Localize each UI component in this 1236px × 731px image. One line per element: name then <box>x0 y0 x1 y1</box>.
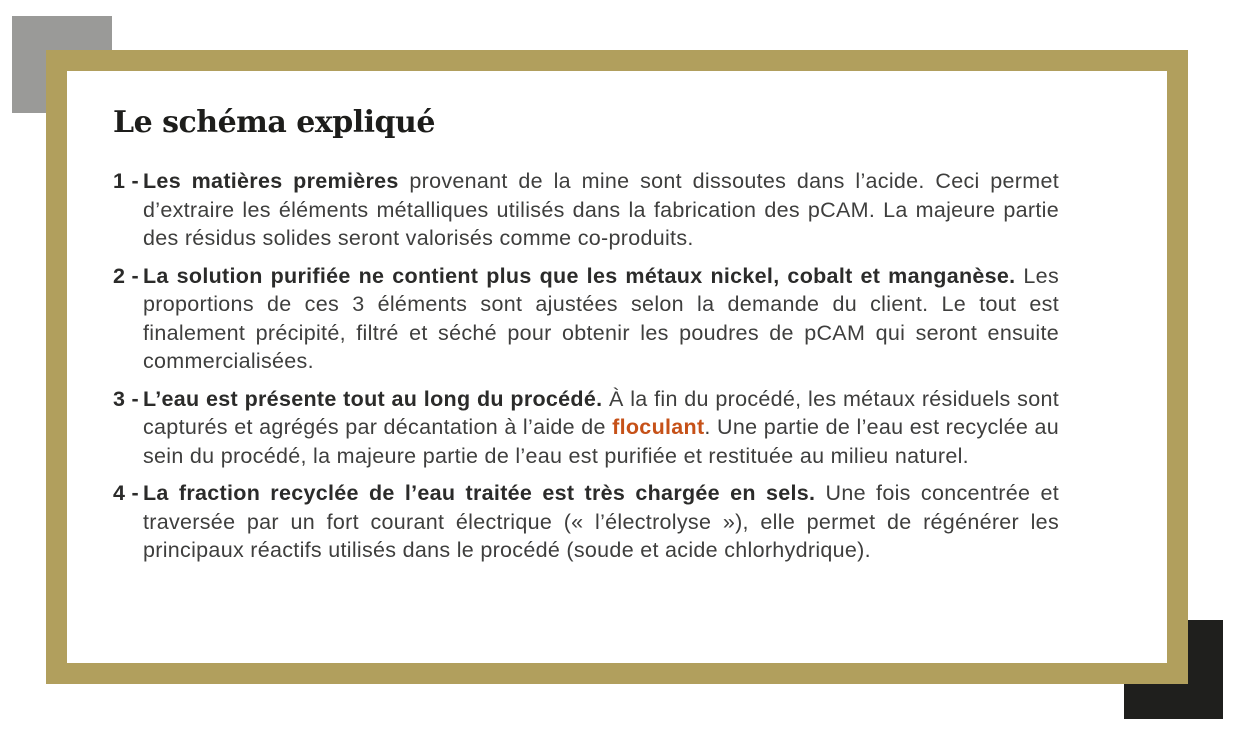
item-body: À la fin du procédé, les métaux résiduels sont capturés et agrégés par décantation à l’aide de <box>143 386 1059 439</box>
floculant-highlight: floculant <box>612 415 705 439</box>
item-number: 1 - <box>113 169 139 193</box>
gold-frame <box>46 50 1188 684</box>
item-lead: La solution purifiée ne contient plus que les métaux nickel, cobalt et manganèse. <box>143 263 1016 288</box>
item-body: provenant de la mine sont dissoutes dans l’acide. Ceci permet d’extraire les éléments métalliques utilisés dans la fabrication des pCAM. La majeure partie des résidus solides seront valorisés comme co-produits. <box>143 169 1059 250</box>
explanation-item-1 <box>113 167 1059 253</box>
page-title: Le schéma expliqué <box>113 105 435 140</box>
item-lead: La fraction recyclée de l’eau traitée est très chargée en sels. <box>143 481 816 505</box>
item-lead: Les matières premières <box>143 169 399 193</box>
item-body: Une fois concentrée et traversée par un fort courant électrique (« l’électrolyse »), elle permet de régénérer les principaux réactifs utilisés dans le procédé (soude et acide chlorhydrique). <box>143 481 1059 562</box>
explanation-item-4 <box>113 479 1059 565</box>
item-number: 2 - <box>113 263 139 288</box>
item-number: 3 - <box>113 386 139 411</box>
item-number: 4 - <box>113 481 139 505</box>
item-lead: L’eau est présente tout au long du procédé. <box>143 386 603 411</box>
explanation-item-2 <box>113 262 1059 376</box>
item-body: . Une partie de l’eau est recyclée au sein du procédé, la majeure partie de l’eau est purifiée et restituée au milieu naturel. <box>143 415 1059 468</box>
content-area <box>67 71 1167 663</box>
item-body: Les proportions de ces 3 éléments sont ajustées selon la demande du client. Le tout est finalement précipité, filtré et séché pour obtenir les poudres de pCAM qui seront ensuite commercialisées. <box>143 263 1059 373</box>
explanation-item-3 <box>113 385 1059 471</box>
